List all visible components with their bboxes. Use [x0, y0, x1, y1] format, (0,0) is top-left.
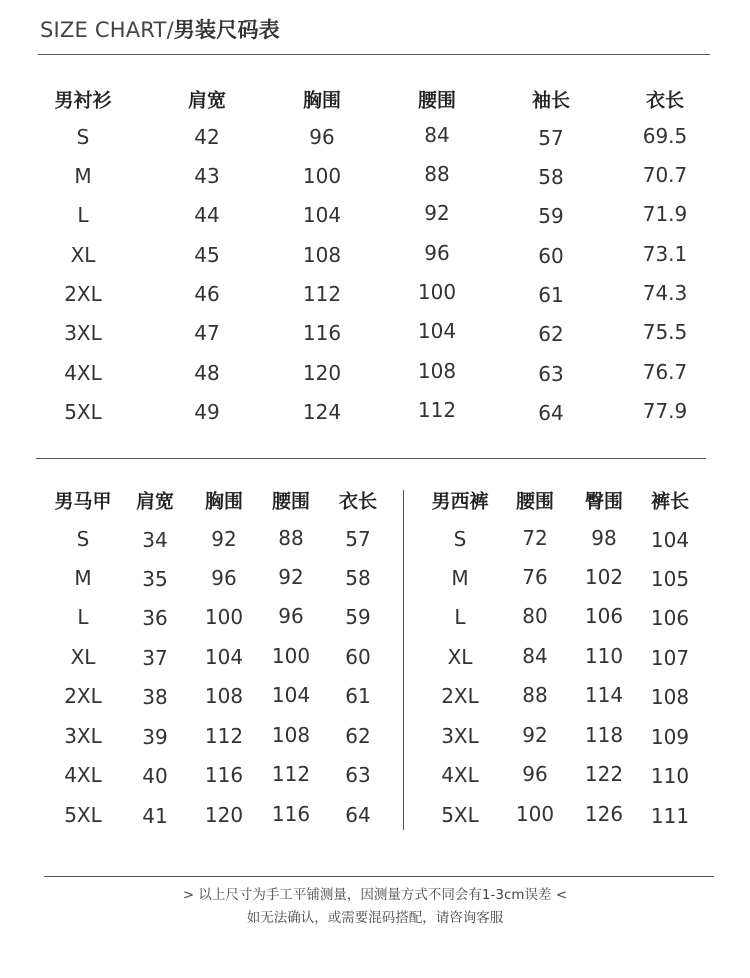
vest-cell: 38	[142, 685, 168, 709]
shirt-cell: 3XL	[64, 321, 102, 345]
shirt-cell: 42	[194, 125, 220, 149]
vest-header-1: 肩宽	[135, 490, 175, 513]
footer-divider	[44, 876, 714, 877]
shirt-cell: S	[76, 125, 90, 149]
trousers-cell: M	[451, 566, 469, 590]
vest-cell: 2XL	[64, 684, 102, 708]
vest-cell: 4XL	[64, 763, 102, 787]
trousers-cell: 98	[591, 526, 617, 550]
vest-cell: 116	[204, 763, 244, 787]
vest-cell: 104	[204, 645, 244, 669]
shirt-cell: 43	[194, 164, 220, 188]
vest-header-0: 男马甲	[54, 490, 112, 513]
shirt-header-4: 袖长	[531, 89, 571, 112]
vest-cell: 120	[204, 803, 244, 827]
shirt-cell: 70.7	[642, 163, 688, 187]
vest-cell: 57	[345, 527, 371, 551]
shirt-cell: 64	[538, 401, 564, 425]
vest-header-3: 腰围	[271, 490, 311, 513]
shirt-cell: 104	[302, 203, 342, 227]
shirt-cell: 124	[302, 400, 342, 424]
trousers-cell: 80	[522, 604, 548, 628]
shirt-header-0: 男衬衫	[54, 89, 112, 112]
shirt-cell: 45	[194, 243, 220, 267]
shirt-cell: XL	[70, 243, 96, 267]
trousers-cell: 100	[515, 802, 555, 826]
trousers-cell: 96	[522, 762, 548, 786]
trousers-cell: 109	[650, 725, 690, 749]
trousers-cell: 88	[522, 683, 548, 707]
trousers-cell: L	[454, 605, 466, 629]
vest-header-4: 衣长	[338, 490, 378, 513]
vest-cell: M	[74, 566, 92, 590]
shirt-cell: M	[74, 164, 92, 188]
shirt-cell: 74.3	[642, 281, 688, 305]
shirt-header-5: 衣长	[645, 89, 685, 112]
trousers-cell: 111	[650, 804, 690, 828]
shirt-cell: 108	[417, 359, 457, 383]
vest-cell: 64	[345, 803, 371, 827]
trousers-cell: 3XL	[441, 724, 479, 748]
trousers-cell: 110	[650, 764, 690, 788]
shirt-cell: 60	[538, 244, 564, 268]
trousers-cell: 106	[650, 606, 690, 630]
vest-cell: 104	[271, 683, 311, 707]
shirt-cell: 84	[424, 123, 450, 147]
vest-cell: XL	[70, 645, 96, 669]
vest-cell: 92	[278, 565, 304, 589]
trousers-cell: 108	[650, 685, 690, 709]
vest-cell: 112	[204, 724, 244, 748]
vest-cell: 96	[211, 566, 237, 590]
shirt-header-1: 肩宽	[187, 89, 227, 112]
vest-cell: 92	[211, 527, 237, 551]
trousers-cell: XL	[447, 645, 473, 669]
vest-cell: 59	[345, 605, 371, 629]
trousers-cell: 105	[650, 567, 690, 591]
shirt-cell: 47	[194, 321, 220, 345]
trousers-cell: 122	[584, 762, 624, 786]
shirt-cell: 88	[424, 162, 450, 186]
shirt-cell: 46	[194, 282, 220, 306]
vest-header-2: 胸围	[204, 490, 244, 513]
shirt-cell: 4XL	[64, 361, 102, 385]
shirt-cell: 120	[302, 361, 342, 385]
trousers-cell: 84	[522, 644, 548, 668]
shirt-cell: 108	[302, 243, 342, 267]
trousers-cell: 106	[584, 604, 624, 628]
vest-cell: 112	[271, 762, 311, 786]
trousers-header-0: 男西裤	[431, 490, 489, 513]
shirt-cell: 100	[417, 280, 457, 304]
trousers-cell: 107	[650, 646, 690, 670]
trousers-cell: 110	[584, 644, 624, 668]
shirt-cell: L	[77, 203, 89, 227]
shirt-cell: 58	[538, 165, 564, 189]
vest-cell: 3XL	[64, 724, 102, 748]
vest-cell: 96	[278, 604, 304, 628]
trousers-cell: 126	[584, 802, 624, 826]
vest-cell: L	[77, 605, 89, 629]
shirt-cell: 116	[302, 321, 342, 345]
shirt-cell: 49	[194, 400, 220, 424]
shirt-cell: 61	[538, 283, 564, 307]
trousers-cell: S	[453, 527, 467, 551]
header-divider	[38, 54, 710, 55]
shirt-cell: 62	[538, 322, 564, 346]
shirt-cell: 77.9	[642, 399, 688, 423]
vest-cell: 58	[345, 566, 371, 590]
vest-cell: 37	[142, 646, 168, 670]
shirt-cell: 44	[194, 203, 220, 227]
vest-cell: 35	[142, 567, 168, 591]
vest-cell: 36	[142, 606, 168, 630]
vest-cell: 108	[271, 723, 311, 747]
vest-cell: 63	[345, 763, 371, 787]
shirt-cell: 76.7	[642, 360, 688, 384]
shirt-cell: 71.9	[642, 202, 688, 226]
shirt-cell: 100	[302, 164, 342, 188]
consult-note: 如无法确认，或需要混码搭配，请咨询客服	[246, 910, 504, 926]
vest-cell: 60	[345, 645, 371, 669]
vest-cell: 5XL	[64, 803, 102, 827]
vest-cell: 100	[271, 644, 311, 668]
measurement-note: > 以上尺寸为手工平铺测量，因测量方式不同会有1-3cm误差 <	[182, 887, 568, 903]
title-english: SIZE CHART/	[40, 18, 174, 42]
trousers-cell: 118	[584, 723, 624, 747]
trousers-cell: 72	[522, 526, 548, 550]
shirt-cell: 112	[417, 398, 457, 422]
shirt-header-2: 胸围	[302, 89, 342, 112]
shirt-cell: 73.1	[642, 242, 688, 266]
vest-cell: 100	[204, 605, 244, 629]
trousers-cell: 114	[584, 683, 624, 707]
trousers-cell: 4XL	[441, 763, 479, 787]
vest-cell: 61	[345, 684, 371, 708]
trousers-cell: 104	[650, 528, 690, 552]
vest-cell: S	[76, 527, 90, 551]
trousers-cell: 102	[584, 565, 624, 589]
shirt-cell: 112	[302, 282, 342, 306]
vest-cell: 40	[142, 764, 168, 788]
vest-cell: 34	[142, 528, 168, 552]
shirt-cell: 104	[417, 319, 457, 343]
shirt-cell: 63	[538, 362, 564, 386]
shirt-cell: 75.5	[642, 320, 688, 344]
shirt-cell: 96	[424, 241, 450, 265]
vest-cell: 108	[204, 684, 244, 708]
shirt-cell: 2XL	[64, 282, 102, 306]
shirt-header-3: 腰围	[417, 89, 457, 112]
shirt-cell: 59	[538, 204, 564, 228]
vest-cell: 41	[142, 804, 168, 828]
trousers-cell: 2XL	[441, 684, 479, 708]
trousers-header-2: 臀围	[584, 490, 624, 513]
vest-cell: 88	[278, 526, 304, 550]
vest-cell: 62	[345, 724, 371, 748]
shirt-cell: 57	[538, 126, 564, 150]
vest-cell: 39	[142, 725, 168, 749]
column-divider	[403, 490, 404, 830]
shirt-cell: 5XL	[64, 400, 102, 424]
trousers-cell: 5XL	[441, 803, 479, 827]
shirt-cell: 96	[309, 125, 335, 149]
page-title	[40, 14, 280, 44]
section-divider	[36, 458, 706, 459]
trousers-cell: 92	[522, 723, 548, 747]
trousers-header-3: 裤长	[650, 490, 690, 513]
trousers-cell: 76	[522, 565, 548, 589]
shirt-cell: 69.5	[642, 124, 688, 148]
trousers-header-1: 腰围	[515, 490, 555, 513]
shirt-cell: 92	[424, 201, 450, 225]
title-chinese: 男装尺码表	[173, 18, 280, 42]
vest-cell: 116	[271, 802, 311, 826]
shirt-cell: 48	[194, 361, 220, 385]
